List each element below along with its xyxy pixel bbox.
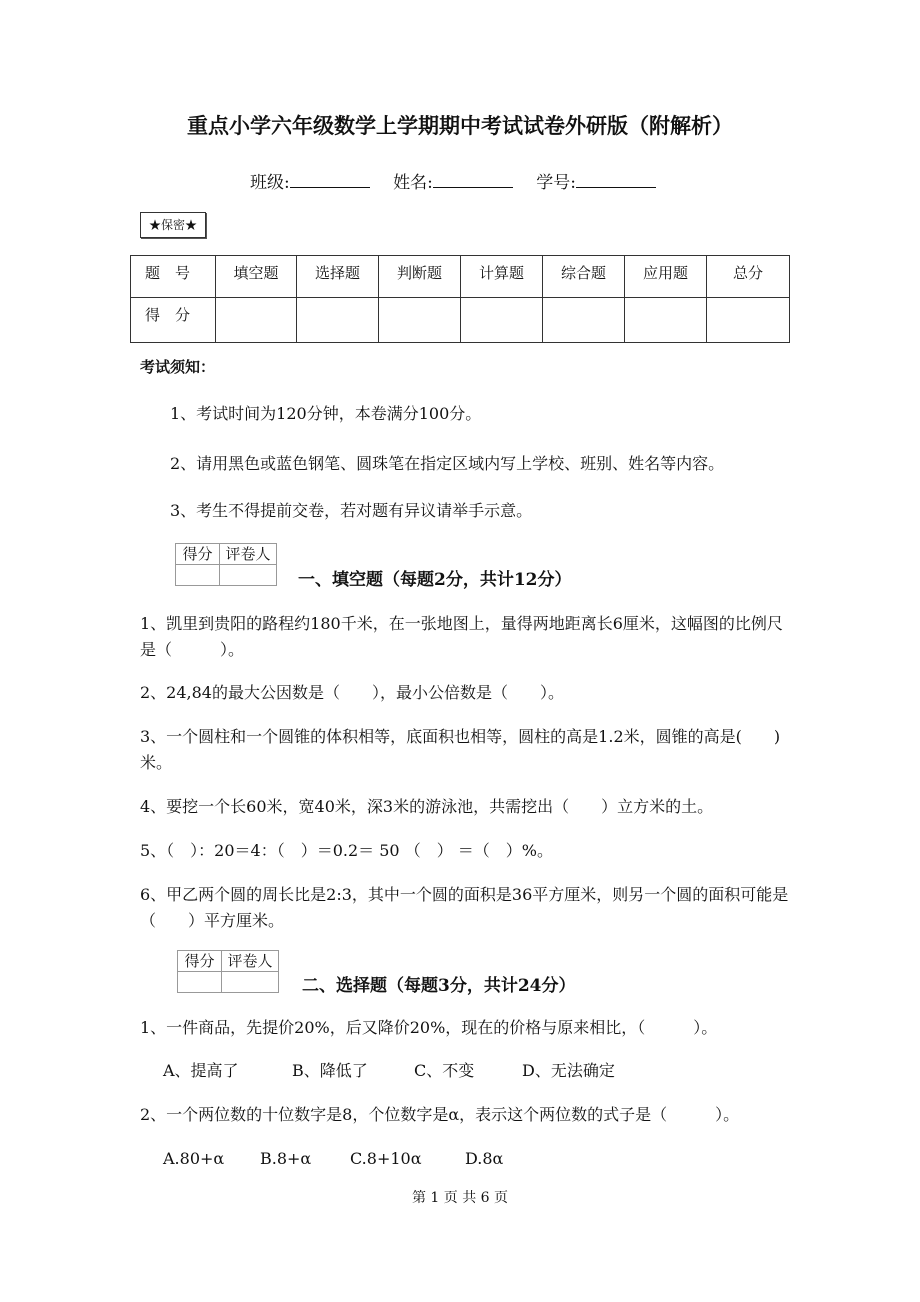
question-text: 米。 bbox=[140, 753, 173, 772]
grader-label: 评卷人 bbox=[220, 544, 277, 565]
score-cell[interactable] bbox=[543, 298, 625, 343]
grader-box bbox=[177, 950, 279, 993]
id-label: 学号: bbox=[536, 173, 577, 193]
table-header-cell: 判断题 bbox=[379, 256, 461, 298]
section-heading: 二、选择题（每题3分，共计24分） bbox=[302, 976, 576, 996]
grader-score-label: 得分 bbox=[178, 951, 222, 972]
info-line bbox=[250, 172, 674, 193]
option: C.8+10α bbox=[350, 1149, 422, 1168]
option: C、不变 bbox=[414, 1061, 475, 1080]
table-row bbox=[131, 256, 790, 298]
section-heading: 一、填空题（每题2分，共计12分） bbox=[298, 570, 572, 590]
notice-heading: 考试须知： bbox=[140, 358, 216, 376]
table-header-cell: 总分 bbox=[707, 256, 790, 298]
table-header-cell: 选择题 bbox=[297, 256, 379, 298]
option: A.80+α bbox=[163, 1149, 225, 1168]
table-row bbox=[131, 298, 790, 343]
notice-item: 1、考试时间为120分钟，本卷满分100分。 bbox=[170, 404, 482, 423]
score-cell[interactable] bbox=[625, 298, 707, 343]
table-header-cell: 计算题 bbox=[461, 256, 543, 298]
class-blank[interactable] bbox=[290, 172, 370, 188]
question-text: 2、24,84的最大公因数是（ ），最小公倍数是（ ）。 bbox=[140, 683, 564, 702]
question-text: 1、凯里到贵阳的路程约180千米，在一张地图上，量得两地距离长6厘米，这幅图的比例尺 bbox=[140, 614, 783, 633]
score-cell[interactable] bbox=[707, 298, 790, 343]
question-text: 4、要挖一个长60米，宽40米，深3米的游泳池，共需挖出（ ）立方米的土。 bbox=[140, 797, 714, 816]
name-label: 姓名: bbox=[393, 173, 433, 193]
grader-score-cell[interactable] bbox=[178, 972, 222, 993]
question-text: 2、一个两位数的十位数字是8，个位数字是α，表示这个两位数的式子是（ ）。 bbox=[140, 1105, 740, 1124]
name-blank[interactable] bbox=[433, 172, 513, 188]
score-row-label: 得 分 bbox=[131, 298, 216, 343]
grader-name-cell[interactable] bbox=[222, 972, 279, 993]
table-header-cell: 填空题 bbox=[216, 256, 297, 298]
option: D.8α bbox=[465, 1149, 504, 1168]
table-header-cell: 应用题 bbox=[625, 256, 707, 298]
confidential-badge: ★保密★ bbox=[140, 212, 206, 238]
question-text: 6、甲乙两个圆的周长比是2:3，其中一个圆的面积是36平方厘米，则另一个圆的面积可能是 bbox=[140, 885, 789, 904]
grader-score-label: 得分 bbox=[176, 544, 220, 565]
question-text: 5、（ ）：20＝4：（ ）＝0.2＝ 50 （ ） ＝（ ）%。 bbox=[140, 841, 553, 860]
table-header-cell: 综合题 bbox=[543, 256, 625, 298]
question-text: （ ）平方厘米。 bbox=[140, 911, 285, 930]
id-blank[interactable] bbox=[576, 172, 656, 188]
page-footer: 第 1 页 共 6 页 bbox=[411, 1190, 509, 1206]
question-text: 3、一个圆柱和一个圆锥的体积相等，底面积也相等，圆柱的高是1.2米，圆锥的高是( ) bbox=[140, 727, 781, 746]
score-cell[interactable] bbox=[379, 298, 461, 343]
score-cell[interactable] bbox=[216, 298, 297, 343]
score-table bbox=[130, 255, 790, 343]
table-header-cell: 题 号 bbox=[131, 256, 216, 298]
option: B、降低了 bbox=[292, 1061, 368, 1080]
score-cell[interactable] bbox=[297, 298, 379, 343]
grader-label: 评卷人 bbox=[222, 951, 279, 972]
question-text: 是（ ）。 bbox=[140, 640, 245, 659]
option: A、提高了 bbox=[163, 1061, 239, 1080]
class-label: 班级: bbox=[250, 173, 290, 193]
grader-name-cell[interactable] bbox=[220, 565, 277, 586]
grader-box bbox=[175, 543, 277, 586]
grader-score-cell[interactable] bbox=[176, 565, 220, 586]
option: D、无法确定 bbox=[522, 1061, 615, 1080]
notice-item: 2、请用黑色或蓝色钢笔、圆珠笔在指定区域内写上学校、班别、姓名等内容。 bbox=[170, 454, 725, 473]
notice-item: 3、考生不得提前交卷，若对题有异议请举手示意。 bbox=[170, 501, 533, 520]
option: B.8+α bbox=[260, 1149, 312, 1168]
page-title: 重点小学六年级数学上学期期中考试试卷外研版（附解析） bbox=[187, 113, 733, 138]
question-text: 1、一件商品，先提价20%，后又降价20%，现在的价格与原来相比，（ ）。 bbox=[140, 1018, 718, 1037]
score-cell[interactable] bbox=[461, 298, 543, 343]
